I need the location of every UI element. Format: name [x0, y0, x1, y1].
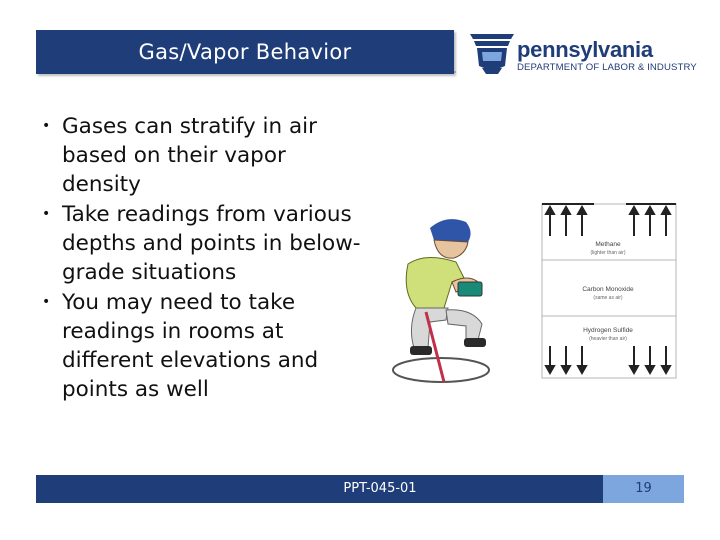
layer-name-hydrogen-sulfide: Hydrogen Sulfide: [583, 327, 633, 334]
bullet-text: Take readings from various depths and points in below-grade situations: [62, 202, 361, 285]
logo-subtitle: DEPARTMENT OF LABOR & INDUSTRY: [517, 62, 697, 73]
slide-number: 19: [635, 481, 652, 496]
worker-face: [434, 240, 468, 258]
layer-note-methane: (lighter than air): [590, 250, 626, 256]
bullet-text: Gases can stratify in air based on their vapor density: [62, 114, 317, 197]
boot-right: [464, 338, 486, 347]
gas-meter: [458, 282, 482, 296]
bullet-item: [42, 288, 362, 404]
bullet-dot-icon: •: [42, 206, 51, 222]
layer-note-hydrogen-sulfide: (heavier than air): [589, 336, 627, 342]
boot-left: [410, 346, 432, 355]
bullet-item: [42, 112, 362, 199]
bullet-list: [42, 112, 362, 405]
gas-stratification-diagram: [534, 196, 682, 382]
worker-with-gas-meter-illustration: [386, 212, 526, 392]
bullet-text: You may need to take readings in rooms at different elevations and points as well: [62, 290, 319, 402]
keystone-band-2: [474, 41, 510, 46]
logo-wordmark: pennsylvania: [517, 37, 653, 62]
layer-name-carbon-monoxide: Carbon Monoxide: [582, 286, 634, 293]
layer-note-carbon-monoxide: (same as air): [593, 295, 623, 301]
bullet-dot-icon: •: [42, 294, 51, 310]
keystone-inner: [482, 52, 502, 61]
bullet-item: [42, 200, 362, 287]
keystone-base: [482, 68, 502, 74]
bullet-dot-icon: •: [42, 118, 51, 134]
layer-name-methane: Methane: [595, 241, 621, 248]
hard-hat: [430, 219, 471, 242]
slide-title: Gas/Vapor Behavior: [138, 40, 352, 64]
keystone-top-band: [470, 34, 514, 39]
footer-course-code: PPT-045-01: [343, 481, 417, 496]
gray-pants-leg: [446, 310, 482, 340]
